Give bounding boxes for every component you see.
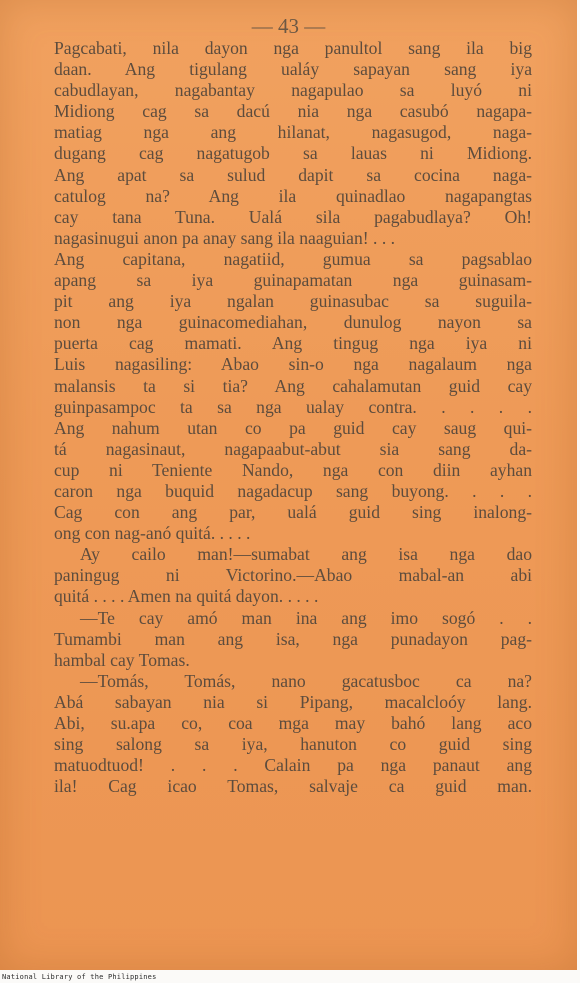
- text-line: —Tomás, Tomás, nano gacatusboc ca na?: [80, 670, 532, 691]
- text-line: Cag con ang par, ualá guid sing inalong-: [54, 502, 532, 523]
- text-line: cup ni Teniente Nando, nga con diin ayhan: [54, 459, 532, 480]
- text-line: ila! Cag icao Tomas, salvaje ca guid man.: [54, 776, 532, 797]
- text-line: malansis ta si tia? Ang cahalamutan guid cay: [54, 375, 532, 396]
- text-line: Ang nahum utan co pa guid cay saug qui-: [54, 417, 532, 438]
- text-line: Abi, su.apa co, coa mga may bahó lang aco: [54, 713, 532, 733]
- text-line: Midiong cag sa dacú nia nga casubó nagapa-: [54, 101, 532, 122]
- page-number: — 43 —: [251, 14, 326, 38]
- text-line: cay tana Tuna. Ualá sila pagabudlaya? Oh!: [54, 206, 532, 227]
- text-line: dugang cag nagatugob sa lauas ni Midiong.: [54, 143, 532, 164]
- text-line: Pagcabati, nila dayon nga panultol sang ila big: [54, 38, 532, 58]
- text-line: non nga guinacomediahan, dunulog nayon sa: [54, 312, 532, 333]
- library-footer: National Library of the Philippines: [2, 973, 157, 981]
- text-line: catulog na? Ang ila quinadlao nagapangtas: [54, 185, 532, 206]
- text-line: apang sa iya guinapamatan nga guinasam-: [54, 270, 532, 291]
- text-line: pit ang iya ngalan guinasubac sa suguila-: [54, 291, 532, 312]
- text-line: Ay cailo man!—sumabat ang isa nga dao: [80, 544, 532, 565]
- text-line: matiag nga ang hilanat, nagasugod, naga-: [54, 122, 532, 143]
- text-line: sing salong sa iya, hanuton co guid sing: [54, 734, 532, 755]
- text-line: quitá . . . . Amen na quitá dayon. . . . .: [54, 586, 319, 607]
- text-line: nagasinugui anon pa anay sang ila naaguian! . . .: [54, 227, 396, 248]
- text-line: matuodtuod! . . . Calain pa nga panaut ang: [54, 755, 532, 776]
- text-line: daan. Ang tigulang ualáy sapayan sang iya: [54, 59, 532, 80]
- text-line: caron nga buquid nagadacup sang buyong. . . .: [54, 480, 532, 501]
- text-line: paningug ni Victorino.—Abao mabal-an abi: [54, 565, 532, 586]
- text-line: —Te cay amó man ina ang imo sogó . .: [80, 607, 532, 628]
- text-line: guinpasampoc ta sa nga ualay contra. . . . .: [54, 396, 532, 417]
- text-line: Ang capitana, nagatiid, gumua sa pagsablao: [54, 248, 532, 269]
- text-line: tá nagasinaut, nagapaabut-abut sia sang da-: [54, 438, 532, 459]
- text-line: Luis nagasiling: Abao sin-o nga nagalaum nga: [54, 354, 532, 375]
- text-line: Ang apat sa sulud dapit sa cocina naga-: [54, 164, 532, 185]
- page-text: [54, 38, 532, 797]
- text-line: hambal cay Tomas.: [54, 649, 190, 670]
- text-line: ong con nag-anó quitá. . . . .: [54, 523, 251, 544]
- text-line: Abá sabayan nia si Pipang, macalcloóy lang.: [54, 691, 532, 712]
- text-line: puerta cag mamati. Ang tingug nga iya ni: [54, 333, 532, 354]
- text-line: Tumambi man ang isa, nga punadayon pag-: [54, 628, 532, 649]
- text-line: cabudlayan, nagabantay nagapulao sa luyó ni: [54, 80, 532, 101]
